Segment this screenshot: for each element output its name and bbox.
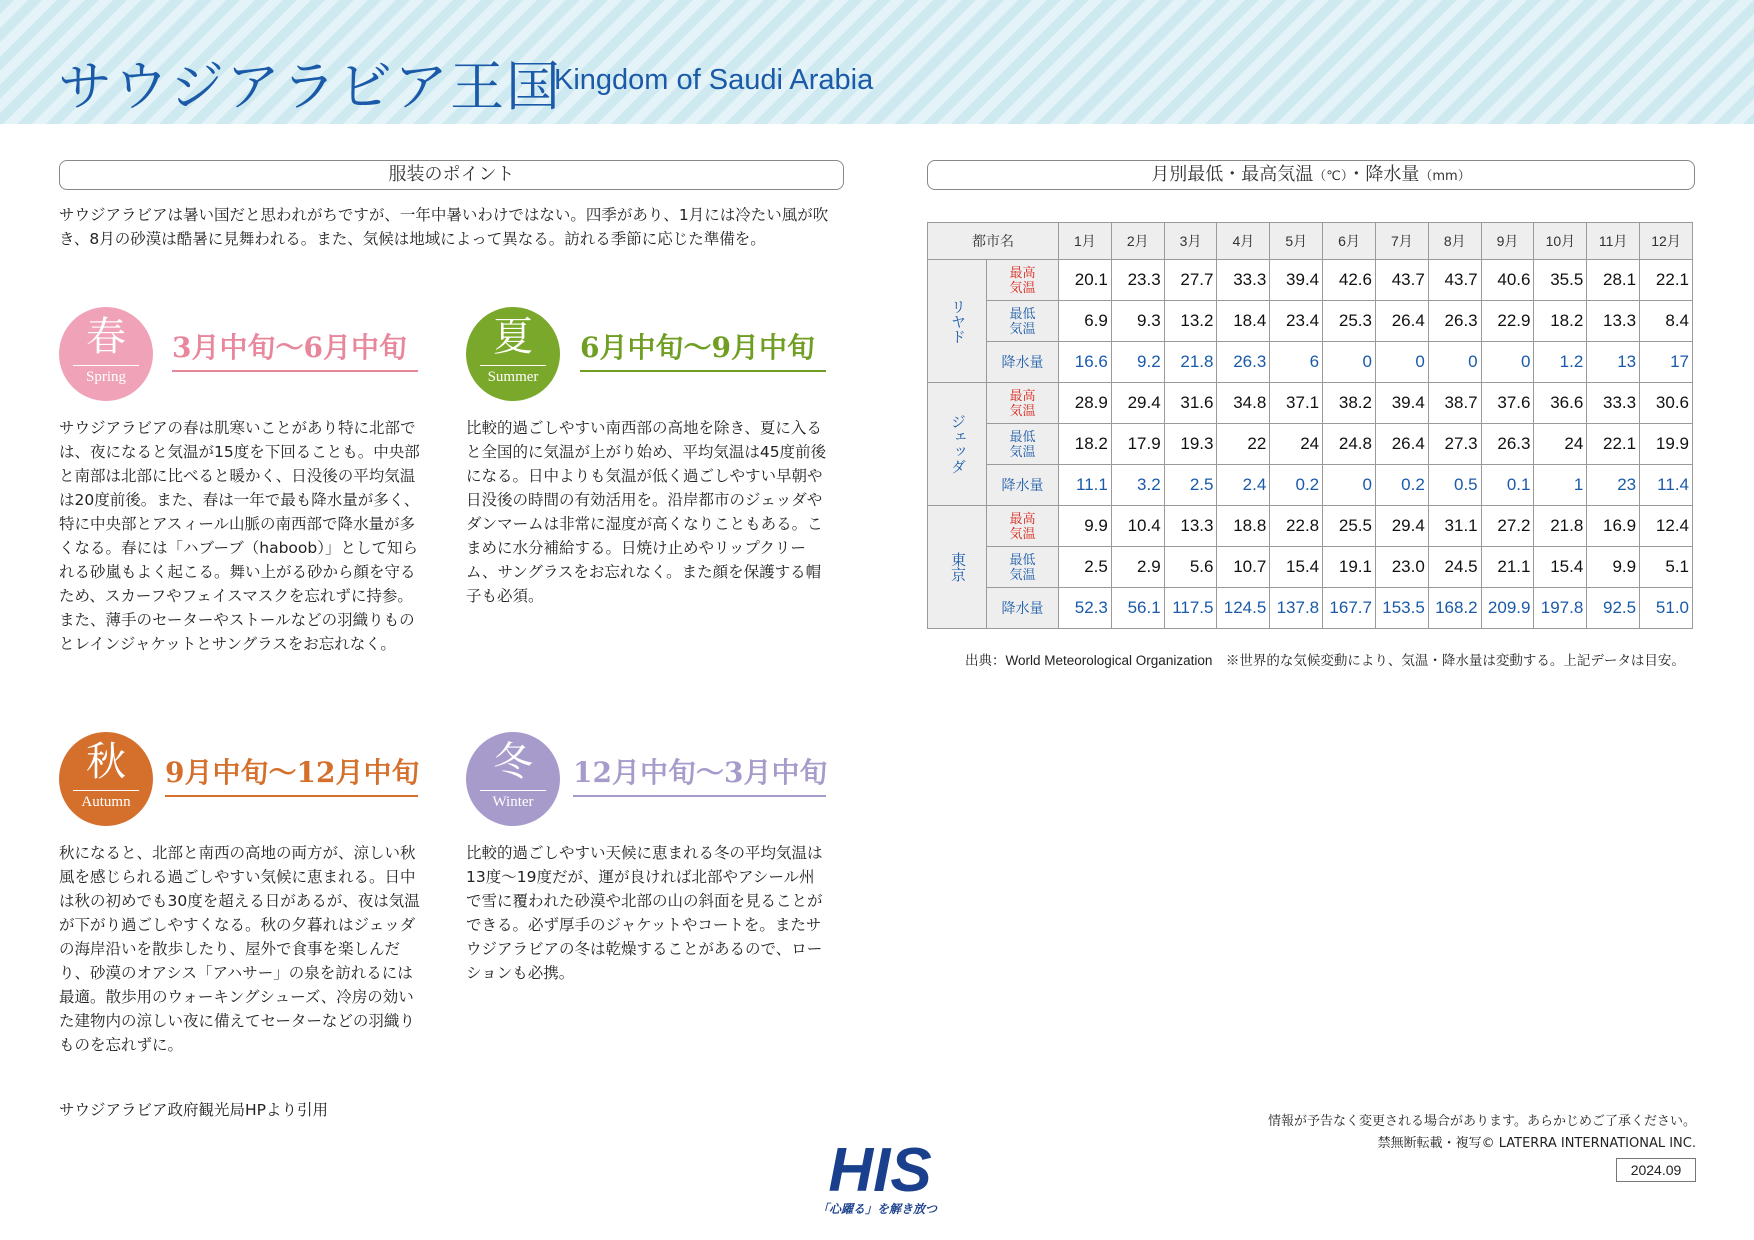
cell-low: 17.9 bbox=[1111, 424, 1164, 465]
cell-low: 13.3 bbox=[1587, 301, 1640, 342]
cell-low: 9.3 bbox=[1111, 301, 1164, 342]
cell-rain: 21.8 bbox=[1164, 342, 1217, 383]
row-label-high: 最高 気温 bbox=[987, 383, 1059, 424]
cell-rain: 0.2 bbox=[1270, 465, 1323, 506]
cell-high: 37.1 bbox=[1270, 383, 1323, 424]
cell-high: 21.8 bbox=[1534, 506, 1587, 547]
cell-high: 25.5 bbox=[1323, 506, 1376, 547]
month-header: 8月 bbox=[1428, 223, 1481, 260]
month-header: 9月 bbox=[1481, 223, 1534, 260]
cell-rain: 0.1 bbox=[1481, 465, 1534, 506]
cell-low: 24 bbox=[1270, 424, 1323, 465]
cell-high: 38.2 bbox=[1323, 383, 1376, 424]
cell-high: 43.7 bbox=[1428, 260, 1481, 301]
cell-low: 19.9 bbox=[1640, 424, 1693, 465]
cell-high: 30.6 bbox=[1640, 383, 1693, 424]
month-header: 4月 bbox=[1217, 223, 1270, 260]
climate-heading-unit-temp: （℃） bbox=[1313, 169, 1348, 184]
month-header: 1月 bbox=[1059, 223, 1112, 260]
spring-kanji: 春 bbox=[86, 314, 126, 360]
cell-low: 26.3 bbox=[1428, 301, 1481, 342]
cell-low: 24.8 bbox=[1323, 424, 1376, 465]
cell-low: 2.9 bbox=[1111, 547, 1164, 588]
his-logo-text: HIS bbox=[828, 1136, 932, 1199]
spring-badge bbox=[59, 307, 153, 401]
cell-high: 28.9 bbox=[1059, 383, 1112, 424]
cell-rain: 2.5 bbox=[1164, 465, 1217, 506]
winter-kanji: 冬 bbox=[493, 739, 533, 785]
cell-high: 42.6 bbox=[1323, 260, 1376, 301]
table-row bbox=[928, 506, 1693, 547]
row-label-rain: 降水量 bbox=[987, 342, 1059, 383]
cell-low: 2.5 bbox=[1059, 547, 1112, 588]
cell-rain: 0 bbox=[1428, 342, 1481, 383]
autumn-range: 9月中旬〜12月中旬 bbox=[165, 751, 418, 797]
cell-high: 33.3 bbox=[1587, 383, 1640, 424]
cell-low: 13.2 bbox=[1164, 301, 1217, 342]
cell-rain: 0 bbox=[1375, 342, 1428, 383]
cell-rain: 3.2 bbox=[1111, 465, 1164, 506]
climate-heading-rain: ・降水量 bbox=[1347, 164, 1420, 185]
cell-rain: 2.4 bbox=[1217, 465, 1270, 506]
cell-rain: 56.1 bbox=[1111, 588, 1164, 629]
notice: 情報が予告なく変更される場合があります。あらかじめご了承ください。 bbox=[1268, 1114, 1696, 1129]
cell-rain: 117.5 bbox=[1164, 588, 1217, 629]
cell-high: 10.4 bbox=[1111, 506, 1164, 547]
cell-low: 22.9 bbox=[1481, 301, 1534, 342]
cell-rain: 92.5 bbox=[1587, 588, 1640, 629]
summer-kanji: 夏 bbox=[493, 314, 533, 360]
spring-range: 3月中旬〜6月中旬 bbox=[172, 326, 418, 372]
cell-low: 18.4 bbox=[1217, 301, 1270, 342]
cell-rain: 153.5 bbox=[1375, 588, 1428, 629]
table-row bbox=[928, 588, 1693, 629]
cell-high: 28.1 bbox=[1587, 260, 1640, 301]
month-header: 5月 bbox=[1270, 223, 1323, 260]
table-row bbox=[928, 342, 1693, 383]
climate-heading-unit-rain: （mm） bbox=[1419, 169, 1471, 184]
citation: サウジアラビア政府観光局HPより引用 bbox=[59, 1101, 329, 1119]
cell-rain: 168.2 bbox=[1428, 588, 1481, 629]
cell-high: 20.1 bbox=[1059, 260, 1112, 301]
cell-rain: 52.3 bbox=[1059, 588, 1112, 629]
winter-badge bbox=[466, 732, 560, 826]
winter-text: 比較的過ごしやすい天候に恵まれる冬の平均気温は13度〜19度だが、運が良ければ北部やアシール州で雪に覆われた砂漠や北部の山の斜面を見ることができる。必ず厚手のジャケットやコートを。またサウジアラビアの冬は乾燥することがあるので、ローションも必携。 bbox=[466, 844, 823, 982]
cell-rain: 0.5 bbox=[1428, 465, 1481, 506]
cell-rain: 137.8 bbox=[1270, 588, 1323, 629]
cell-rain: 26.3 bbox=[1217, 342, 1270, 383]
his-logo bbox=[810, 1135, 950, 1199]
cell-low: 8.4 bbox=[1640, 301, 1693, 342]
row-label-low: 最低 気温 bbox=[987, 301, 1059, 342]
cell-rain: 0 bbox=[1481, 342, 1534, 383]
cell-low: 6.9 bbox=[1059, 301, 1112, 342]
winter-range: 12月中旬〜3月中旬 bbox=[573, 751, 826, 797]
cell-high: 12.4 bbox=[1640, 506, 1693, 547]
summer-label: Summer bbox=[487, 369, 539, 385]
cell-low: 19.3 bbox=[1164, 424, 1217, 465]
summer-badge bbox=[466, 307, 560, 401]
month-header: 7月 bbox=[1375, 223, 1428, 260]
cell-rain: 13 bbox=[1587, 342, 1640, 383]
row-label-low: 最低 気温 bbox=[987, 547, 1059, 588]
copyright: 禁無断転載・複写© LATERRA INTERNATIONAL INC. bbox=[1377, 1136, 1696, 1151]
spring-text: サウジアラビアの春は肌寒いことがあり特に北部では、夜になると気温が15度を下回ることも。中央部と南部は北部に比べると暖かく、日没後の平均気温は20度前後。また、春は一年で最も降水量が多く、特に中央部とアスィール山脈の南西部で降水量が多くなる。春には「ハブーブ（haboob）」として知られる砂嵐もよく起こる。舞い上がる砂から顔を守るため、スカーフやフェイスマスクを忘れずに持参。また、薄手のセーターやストールなどの羽織りものとレインジャケットとサングラスをお忘れなく。 bbox=[59, 419, 420, 653]
cell-high: 43.7 bbox=[1375, 260, 1428, 301]
cell-rain: 209.9 bbox=[1481, 588, 1534, 629]
row-label-rain: 降水量 bbox=[987, 465, 1059, 506]
cell-low: 25.3 bbox=[1323, 301, 1376, 342]
cell-low: 18.2 bbox=[1534, 301, 1587, 342]
cell-low: 26.4 bbox=[1375, 424, 1428, 465]
climate-header-row bbox=[928, 223, 1693, 260]
cell-low: 23.0 bbox=[1375, 547, 1428, 588]
row-label-high: 最高 気温 bbox=[987, 260, 1059, 301]
climate-heading-text: 月別最低・最高気温 bbox=[1151, 164, 1314, 185]
page-title: サウジアラビア王国 bbox=[58, 55, 562, 118]
cell-low: 22 bbox=[1217, 424, 1270, 465]
month-header: 3月 bbox=[1164, 223, 1217, 260]
cell-high: 27.2 bbox=[1481, 506, 1534, 547]
autumn-kanji: 秋 bbox=[86, 739, 126, 785]
city-name: 東京 bbox=[928, 506, 987, 629]
cell-high: 13.3 bbox=[1164, 506, 1217, 547]
cell-high: 29.4 bbox=[1111, 383, 1164, 424]
row-label-high: 最高 気温 bbox=[987, 506, 1059, 547]
cell-high: 33.3 bbox=[1217, 260, 1270, 301]
cell-low: 24 bbox=[1534, 424, 1587, 465]
cell-rain: 11.1 bbox=[1059, 465, 1112, 506]
cell-high: 23.3 bbox=[1111, 260, 1164, 301]
cell-low: 27.3 bbox=[1428, 424, 1481, 465]
autumn-badge bbox=[59, 732, 153, 826]
summer-range: 6月中旬〜9月中旬 bbox=[580, 326, 826, 372]
autumn-text: 秋になると、北部と南西の高地の両方が、涼しい秋風を感じられる過ごしやすい気候に恵まれる。日中は秋の初めでも30度を超える日があるが、夜は気温が下がり過ごしやすくなる。秋の夕暮れはジェッダの海岸沿いを散歩したり、屋外で食事を楽しんだり、砂漠のオアシス「アハサー」の泉を訪れるには最適。散歩用のウォーキングシューズ、冷房の効いた建物内の涼しい夜に備えてセーターなどの羽織りものを忘れずに。 bbox=[59, 844, 420, 1054]
cell-high: 34.8 bbox=[1217, 383, 1270, 424]
table-row bbox=[928, 465, 1693, 506]
month-header: 11月 bbox=[1587, 223, 1640, 260]
climate-source: 出典：World Meteorological Organization ※世界的な気候変動により、気温・降水量は変動する。上記データは目安。 bbox=[965, 653, 1685, 668]
row-label-rain: 降水量 bbox=[987, 588, 1059, 629]
cell-low: 5.1 bbox=[1640, 547, 1693, 588]
publish-date: 2024.09 bbox=[1616, 1158, 1696, 1182]
cell-high: 39.4 bbox=[1375, 383, 1428, 424]
cell-rain: 124.5 bbox=[1217, 588, 1270, 629]
logo-tagline: 「心躍る」を解き放つ bbox=[816, 1202, 937, 1216]
cell-low: 9.9 bbox=[1587, 547, 1640, 588]
cell-rain: 16.6 bbox=[1059, 342, 1112, 383]
cell-rain: 23 bbox=[1587, 465, 1640, 506]
cell-high: 35.5 bbox=[1534, 260, 1587, 301]
summer-text: 比較的過ごしやすい南西部の高地を除き、夏に入ると全国的に気温が上がり始め、平均気温は45度前後になる。日中よりも気温が低く過ごしやすい早朝や日没後の時間の有効活用を。沿岸都市のジェッダやダンマームは非常に湿度が高くなりこともある。こまめに水分補給する。日焼け止めやリップクリーム、サングラスをお忘れなく。また顔を保護する帽子も必須。 bbox=[466, 419, 827, 605]
cell-high: 22.8 bbox=[1270, 506, 1323, 547]
cell-rain: 167.7 bbox=[1323, 588, 1376, 629]
clothing-heading: 服装のポイント bbox=[59, 160, 844, 190]
cell-high: 37.6 bbox=[1481, 383, 1534, 424]
spring-label: Spring bbox=[85, 369, 126, 385]
cell-rain: 197.8 bbox=[1534, 588, 1587, 629]
cell-high: 27.7 bbox=[1164, 260, 1217, 301]
winter-label: Winter bbox=[492, 794, 534, 810]
cell-low: 21.1 bbox=[1481, 547, 1534, 588]
cell-low: 22.1 bbox=[1587, 424, 1640, 465]
cell-low: 15.4 bbox=[1270, 547, 1323, 588]
cell-high: 18.8 bbox=[1217, 506, 1270, 547]
cell-high: 31.6 bbox=[1164, 383, 1217, 424]
cell-high: 40.6 bbox=[1481, 260, 1534, 301]
cell-low: 19.1 bbox=[1323, 547, 1376, 588]
cell-rain: 1.2 bbox=[1534, 342, 1587, 383]
cell-rain: 0 bbox=[1323, 465, 1376, 506]
cell-rain: 11.4 bbox=[1640, 465, 1693, 506]
climate-table bbox=[927, 222, 1693, 629]
city-name: ジェッダ bbox=[928, 383, 987, 506]
table-row bbox=[928, 547, 1693, 588]
cell-low: 26.4 bbox=[1375, 301, 1428, 342]
cell-low: 23.4 bbox=[1270, 301, 1323, 342]
cell-high: 22.1 bbox=[1640, 260, 1693, 301]
page-title-english: Kingdom of Saudi Arabia bbox=[554, 64, 874, 96]
city-column-header: 都市名 bbox=[928, 223, 1059, 260]
cell-low: 26.3 bbox=[1481, 424, 1534, 465]
cell-low: 15.4 bbox=[1534, 547, 1587, 588]
cell-rain: 0.2 bbox=[1375, 465, 1428, 506]
cell-rain: 51.0 bbox=[1640, 588, 1693, 629]
cell-low: 5.6 bbox=[1164, 547, 1217, 588]
table-row bbox=[928, 260, 1693, 301]
cell-high: 39.4 bbox=[1270, 260, 1323, 301]
clothing-intro: サウジアラビアは暑い国だと思われがちですが、一年中暑いわけではない。四季があり、1月には冷たい風が吹き、8月の砂漠は酷暑に見舞われる。また、気候は地域によって異なる。訪れる季節に応じた準備を。 bbox=[59, 206, 829, 248]
city-name: リヤド bbox=[928, 260, 987, 383]
row-label-low: 最低 気温 bbox=[987, 424, 1059, 465]
month-header: 10月 bbox=[1534, 223, 1587, 260]
cell-rain: 9.2 bbox=[1111, 342, 1164, 383]
cell-high: 16.9 bbox=[1587, 506, 1640, 547]
cell-high: 31.1 bbox=[1428, 506, 1481, 547]
cell-high: 29.4 bbox=[1375, 506, 1428, 547]
month-header: 12月 bbox=[1640, 223, 1693, 260]
climate-heading bbox=[927, 160, 1695, 190]
autumn-label: Autumn bbox=[81, 794, 131, 810]
cell-rain: 1 bbox=[1534, 465, 1587, 506]
cell-high: 9.9 bbox=[1059, 506, 1112, 547]
cell-low: 10.7 bbox=[1217, 547, 1270, 588]
cell-high: 38.7 bbox=[1428, 383, 1481, 424]
table-row bbox=[928, 301, 1693, 342]
table-row bbox=[928, 424, 1693, 465]
month-header: 6月 bbox=[1323, 223, 1376, 260]
cell-low: 24.5 bbox=[1428, 547, 1481, 588]
cell-rain: 6 bbox=[1270, 342, 1323, 383]
table-row bbox=[928, 383, 1693, 424]
cell-high: 36.6 bbox=[1534, 383, 1587, 424]
cell-rain: 0 bbox=[1323, 342, 1376, 383]
cell-low: 18.2 bbox=[1059, 424, 1112, 465]
month-header: 2月 bbox=[1111, 223, 1164, 260]
cell-rain: 17 bbox=[1640, 342, 1693, 383]
